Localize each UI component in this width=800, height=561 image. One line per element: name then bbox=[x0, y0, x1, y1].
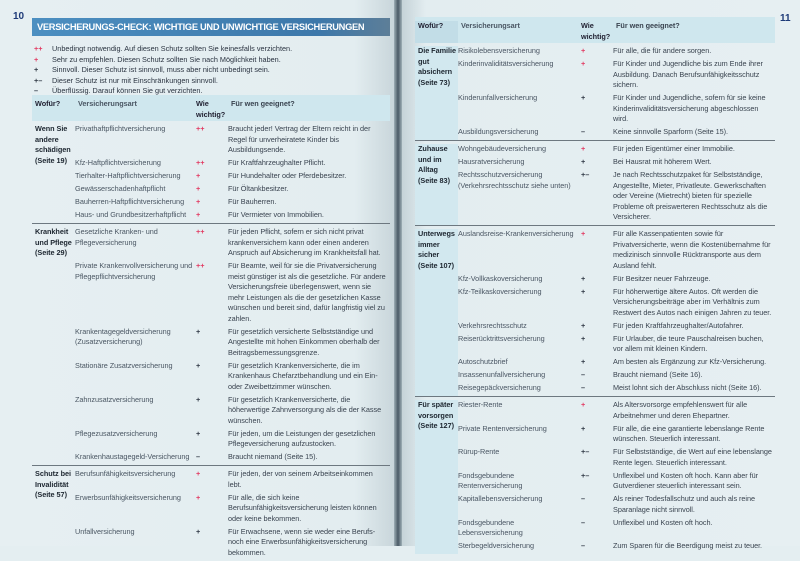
importance-rating: – bbox=[196, 452, 201, 461]
importance-rating: ++ bbox=[196, 227, 205, 236]
table-group bbox=[32, 224, 390, 466]
group-label: Wenn Sie andere schädigen (Seite 19) bbox=[35, 124, 71, 165]
group-rows bbox=[458, 144, 775, 225]
insurance-type: Rechtsschutzversicherung (Verkehrsrechtsschutz siehe unten) bbox=[458, 170, 571, 190]
table-row bbox=[75, 124, 390, 158]
importance-rating: – bbox=[581, 383, 586, 392]
insurance-type: Hausratversicherung bbox=[458, 157, 525, 166]
table-row bbox=[75, 227, 390, 261]
page-title-banner: VERSICHERUNGS-CHECK: WICHTIGE UND UNWICHTIGE VERSICHERUNGEN bbox=[32, 18, 390, 36]
table-row bbox=[458, 383, 775, 396]
table-row bbox=[458, 274, 775, 287]
table-row bbox=[75, 184, 390, 197]
importance-rating: + bbox=[196, 492, 201, 502]
insurance-type: Insassenunfallversicherung bbox=[458, 370, 546, 379]
suitability-text: Für Urlauber, die teure Pauschalreisen buchen, vor allem mit kleinen Kindern. bbox=[613, 333, 764, 353]
suitability-text: Zum Sparen für die Beerdigung meist zu teuer. bbox=[613, 541, 763, 550]
insurance-type: Kinderinvaliditätsversicherung bbox=[458, 59, 554, 68]
table-group bbox=[32, 121, 390, 224]
suitability-text: Als reiner Todesfallschutz und auch als reine Sparanlage nicht sinnvoll. bbox=[613, 494, 756, 514]
suitability-text: Für alle, die für andere sorgen. bbox=[613, 46, 712, 55]
table-row bbox=[75, 197, 390, 210]
table-row bbox=[458, 287, 775, 321]
suitability-text: Für Hundehalter oder Pferdebesitzer. bbox=[228, 171, 347, 180]
importance-rating: + bbox=[581, 400, 586, 409]
table-row bbox=[75, 327, 390, 361]
suitability-text: Für alle, die sich keine Berufsunfähigkeitsversicherung leisten können oder keine bekommen. bbox=[228, 492, 377, 523]
rating-symbol: ++ bbox=[34, 44, 43, 53]
suitability-text: Unflexibel und Kosten oft hoch. Kann aber für Gutverdiener steuerlich interessant sein. bbox=[613, 470, 758, 490]
group-rows bbox=[75, 227, 390, 465]
table-row bbox=[458, 357, 775, 370]
book-gutter bbox=[394, 0, 402, 546]
insurance-type: Kinderunfallversicherung bbox=[458, 93, 538, 102]
insurance-type: Autoschutzbrief bbox=[458, 357, 508, 366]
table-row bbox=[458, 334, 775, 358]
table-row bbox=[458, 494, 775, 518]
importance-rating: + bbox=[196, 428, 201, 438]
suitability-text: Für jeden, um die Leistungen der gesetzlichen Pflegeversicherung aufzustocken. bbox=[228, 428, 376, 448]
importance-rating: – bbox=[581, 541, 586, 550]
importance-rating: + bbox=[581, 157, 586, 166]
importance-rating: + bbox=[581, 93, 586, 102]
table-row bbox=[75, 452, 390, 465]
insurance-type: Berufsunfähigkeitsversicherung bbox=[75, 469, 176, 478]
table-group bbox=[415, 43, 775, 141]
suitability-text: Für Kinder und Jugendliche, sofern für sie keine Kinderinvaliditätsversicherung abgeschlossen wird. bbox=[613, 93, 766, 123]
importance-rating: ++ bbox=[196, 261, 205, 270]
suitability-text: Meist lohnt sich der Abschluss nicht (Seite 16). bbox=[613, 383, 762, 392]
insurance-type: Stationäre Zusatzversicherung bbox=[75, 360, 173, 370]
legend-item bbox=[34, 55, 384, 66]
legend-text: Unbedingt notwendig. Auf diesen Schutz sollten Sie keinesfalls verzichten. bbox=[52, 44, 293, 53]
suitability-text: Für jeden Eigentümer einer Immobilie. bbox=[613, 144, 735, 153]
insurance-type: Krankentagegeldversicherung (Zusatzversicherung) bbox=[75, 326, 171, 346]
insurance-type: Wohngebäudeversicherung bbox=[458, 144, 546, 153]
insurance-type: Private Krankenvollversicherung und Pflegepflichtversicherung bbox=[75, 261, 193, 281]
importance-rating: + bbox=[196, 210, 201, 219]
suitability-text: Für Vermieter von Immobilien. bbox=[228, 210, 324, 219]
rating-symbol: + bbox=[34, 54, 39, 64]
suitability-text: Für Bauherren. bbox=[228, 197, 277, 206]
importance-rating: + bbox=[581, 286, 586, 296]
suitability-text: Am besten als Ergänzung zur Kfz-Versicherung. bbox=[613, 357, 767, 366]
right-page bbox=[402, 0, 800, 550]
suitability-text: Braucht jeder! Vertrag der Eltern reicht in der Regel für unverheiratete Kinder bis Ausbildungsende. bbox=[228, 124, 371, 154]
table-row bbox=[458, 370, 775, 383]
table-row bbox=[458, 46, 775, 59]
suitability-text: Für alle, die eine garantierte lebenslange Rente wünschen. Steuerlich interessant. bbox=[613, 423, 765, 443]
table-header bbox=[32, 95, 390, 121]
suitability-text: Braucht niemand (Seite 15). bbox=[228, 452, 318, 461]
page-number: 10 bbox=[13, 11, 25, 22]
legend-text: Sehr zu empfehlen. Diesen Schutz sollten Sie nach Möglichkeit haben. bbox=[52, 54, 281, 64]
table-row bbox=[75, 429, 390, 453]
suitability-text: Für gesetzlich versicherte Selbstständige und Angestellte mit hohen Einkommen oberhalb der Beitragsbemessungsgrenze. bbox=[228, 326, 380, 357]
table-row bbox=[75, 469, 390, 493]
table-header bbox=[415, 17, 775, 43]
importance-rating: + bbox=[581, 333, 586, 343]
group-label: Für später vorsorgen (Seite 127) bbox=[415, 400, 458, 554]
table-row bbox=[458, 321, 775, 334]
importance-rating: +– bbox=[581, 470, 590, 480]
insurance-type: Fondsgebundene Rentenversicherung bbox=[458, 470, 523, 490]
column-header: Für wen geeignet? bbox=[616, 21, 680, 30]
suitability-text: Für Beamte, weil für sie die Privatversicherung meist günstiger ist als die gesetzliche. Für andere Versicherungsfreie überlegenswert, wenn sie mehr Leistungen als die der gesetzlichen Kasse wünschen und bereit sind, dafür langfristig viel zu zahlen. bbox=[228, 261, 386, 323]
insurance-type: Riester-Rente bbox=[458, 400, 503, 409]
group-rows bbox=[75, 469, 390, 561]
suitability-text: Für höherwertige ältere Autos. Oft werden die Versicherungsbeiträge aber im Verhältnis zum Restwert des Autos nach einigen Jahren zu teuer. bbox=[613, 286, 772, 317]
importance-rating: + bbox=[196, 469, 201, 478]
table-row bbox=[75, 493, 390, 527]
left-page bbox=[0, 0, 394, 557]
importance-rating: + bbox=[196, 360, 201, 370]
importance-rating: + bbox=[196, 526, 201, 536]
suitability-text: Für jeden Pflicht, sofern er sich nicht privat krankenversichern kann oder einen anderen Anspruch auf Absicherung im Krankheitsfall hat. bbox=[228, 227, 381, 257]
rating-symbol: + bbox=[34, 65, 39, 75]
importance-rating: + bbox=[581, 46, 586, 55]
table-row bbox=[75, 210, 390, 223]
importance-rating: + bbox=[196, 326, 201, 336]
suitability-text: Für gesetzlich Krankenversicherte, die im Krankenhaus Chefarztbehandlung und ein Ein- oder Zweibettzimmer wünschen. bbox=[228, 360, 378, 391]
column-header: Wofür? bbox=[35, 99, 61, 108]
suitability-text: Für Öltankbesitzer. bbox=[228, 184, 289, 193]
importance-rating: ++ bbox=[196, 158, 205, 167]
column-header: Wofür? bbox=[415, 21, 458, 43]
table-row bbox=[458, 424, 775, 448]
insurance-type: Privathaftpflichtversicherung bbox=[75, 124, 166, 133]
legend-text: Sinnvoll. Dieser Schutz ist sinnvoll, muss aber nicht unbedingt sein. bbox=[52, 65, 270, 75]
suitability-text: Für Besitzer neuer Fahrzeuge. bbox=[613, 273, 711, 283]
suitability-text: Je nach Rechtsschutzpaket für Selbstständige, Angestellte, Mieter, Privatleute. Gewerkschaften oder Vereine (Mietrecht) bieten für spezielle Probleme oft preiswerteren Rechtsschutz als die Versicherer. bbox=[613, 170, 768, 221]
table-row bbox=[458, 170, 775, 225]
insurance-type: Gewässerschadenhaftpflicht bbox=[75, 184, 166, 193]
suitability-text: Für Kraftfahrzeughalter Pflicht. bbox=[228, 158, 326, 167]
group-rows bbox=[458, 400, 775, 554]
table-row bbox=[458, 144, 775, 157]
suitability-text: Für Erwachsene, wenn sie weder eine Berufs- noch eine Erwerbsunfähigkeitsversicherung bekommen. bbox=[228, 526, 376, 557]
table-row bbox=[75, 171, 390, 184]
suitability-text: Für gesetzlich Krankenversicherte, die höherwertige Zahnversorgung als die der Kasse wünschen. bbox=[228, 394, 382, 425]
group-rows bbox=[75, 124, 390, 223]
table-row bbox=[458, 541, 775, 554]
group-rows bbox=[458, 46, 775, 140]
importance-rating: + bbox=[196, 184, 201, 193]
importance-rating: + bbox=[581, 229, 586, 238]
insurance-type: Zahnzusatzversicherung bbox=[75, 394, 154, 404]
column-header: Für wen geeignet? bbox=[231, 99, 295, 108]
table-row bbox=[75, 395, 390, 429]
insurance-type: Gesetzliche Kranken- und Pflegeversicherung bbox=[75, 227, 158, 247]
importance-rating: + bbox=[581, 357, 586, 366]
insurance-type: Kapitallebensversicherung bbox=[458, 494, 543, 503]
table-row bbox=[75, 261, 390, 327]
insurance-type: Reiserücktrittsversicherung bbox=[458, 333, 545, 343]
group-label: Krankheit und Pflege (Seite 29) bbox=[35, 227, 72, 257]
insurance-type: Bauherren-Haftpflichtversicherung bbox=[75, 197, 185, 206]
group-label: Zuhause und im Alltag (Seite 83) bbox=[415, 144, 458, 225]
importance-rating: ++ bbox=[196, 124, 205, 133]
table-row bbox=[458, 400, 775, 424]
importance-rating: + bbox=[581, 273, 586, 283]
table-row bbox=[458, 59, 775, 93]
table-row bbox=[458, 518, 775, 542]
table-row bbox=[458, 157, 775, 170]
importance-rating: + bbox=[196, 171, 201, 180]
suitability-text: Für Kinder und Jugendliche bis zum Ende ihrer Ausbildung. Danach Berufsunfähigkeitsschutz sichern. bbox=[613, 59, 763, 89]
insurance-type: Private Rentenversicherung bbox=[458, 423, 547, 433]
table-group bbox=[415, 226, 775, 397]
table-group bbox=[415, 141, 775, 226]
legend-text: Überflüssig. Darauf können Sie gut verzichten. bbox=[52, 86, 203, 96]
legend-text: Dieser Schutz ist nur mit Einschränkungen sinnvoll. bbox=[52, 75, 218, 85]
table-row bbox=[458, 447, 775, 471]
column-header: Wie wichtig? bbox=[581, 21, 611, 41]
importance-rating: + bbox=[196, 197, 201, 206]
page-number: 11 bbox=[780, 13, 791, 24]
column-header: Versicherungsart bbox=[78, 99, 137, 108]
importance-rating: + bbox=[581, 320, 586, 330]
rating-legend bbox=[34, 44, 384, 97]
suitability-text: Braucht niemand (Seite 16). bbox=[613, 370, 703, 379]
insurance-type: Auslandsreise-Krankenversicherung bbox=[458, 229, 574, 238]
suitability-text: Unflexibel und Kosten oft hoch. bbox=[613, 517, 713, 527]
table-group bbox=[415, 397, 775, 554]
group-label: Schutz bei Invalidität (Seite 57) bbox=[35, 469, 71, 499]
table-row bbox=[75, 527, 390, 561]
importance-rating: +– bbox=[581, 447, 590, 456]
insurance-type: Unfallversicherung bbox=[75, 526, 135, 536]
insurance-type: Pflegezusatzversicherung bbox=[75, 428, 158, 438]
table-row bbox=[75, 361, 390, 395]
legend-item bbox=[34, 76, 384, 87]
importance-rating: + bbox=[581, 423, 586, 433]
importance-rating: +– bbox=[581, 170, 590, 179]
insurance-type: Risikolebensversicherung bbox=[458, 46, 540, 55]
table-row bbox=[458, 127, 775, 140]
rating-symbol: +– bbox=[34, 75, 43, 85]
suitability-text: Für Selbstständige, die Wert auf eine lebenslange Rente legen. Steuerlich interessant. bbox=[613, 447, 772, 467]
suitability-text: Als Altersvorsorge empfehlenswert für alle Arbeitnehmer und deren Ehepartner. bbox=[613, 400, 748, 420]
importance-rating: + bbox=[581, 59, 586, 68]
insurance-type: Tierhalter-Haftpflichtversicherung bbox=[75, 171, 181, 180]
table-row bbox=[75, 158, 390, 171]
insurance-type: Kfz-Teilkaskoversicherung bbox=[458, 286, 542, 296]
suitability-text: Keine sinnvolle Sparform (Seite 15). bbox=[613, 127, 729, 136]
suitability-text: Für alle Kassenpatienten sowie für Privatversicherte, wenn die Kostenübernahme für medizinisch sinnvolle Rücktransporte aus dem Ausland fehlt. bbox=[613, 229, 771, 270]
insurance-type: Sterbegeldversicherung bbox=[458, 541, 534, 550]
importance-rating: – bbox=[581, 127, 586, 136]
insurance-type: Verkehrsrechtsschutz bbox=[458, 320, 527, 330]
insurance-type: Ausbildungsversicherung bbox=[458, 127, 539, 136]
insurance-type: Reisegepäckversicherung bbox=[458, 383, 541, 392]
insurance-type: Haus- und Grundbesitzerhaftpflicht bbox=[75, 210, 187, 219]
insurance-type: Rürup-Rente bbox=[458, 447, 500, 456]
insurance-table-right bbox=[415, 17, 775, 554]
importance-rating: + bbox=[581, 144, 586, 153]
table-row bbox=[458, 471, 775, 495]
group-label: Unterwegs immer sicher (Seite 107) bbox=[415, 229, 458, 396]
legend-item bbox=[34, 65, 384, 76]
legend-item bbox=[34, 44, 384, 55]
table-row bbox=[458, 229, 775, 274]
importance-rating: + bbox=[196, 394, 201, 404]
table-group bbox=[32, 466, 390, 561]
insurance-type: Erwerbsunfähigkeitsversicherung bbox=[75, 492, 181, 502]
importance-rating: – bbox=[581, 370, 586, 379]
importance-rating: – bbox=[581, 494, 586, 503]
insurance-type: Kfz-Vollkaskoversicherung bbox=[458, 273, 543, 283]
group-label: Die Familie gut absichern (Seite 73) bbox=[415, 46, 458, 140]
rating-symbol: – bbox=[34, 86, 39, 96]
suitability-text: Bei Hausrat mit höherem Wert. bbox=[613, 157, 712, 166]
importance-rating: – bbox=[581, 517, 586, 527]
column-header: Versicherungsart bbox=[461, 21, 520, 30]
insurance-type: Fondsgebundene Lebensversicherung bbox=[458, 517, 523, 537]
insurance-type: Krankenhaustagegeld-Versicherung bbox=[75, 452, 190, 461]
suitability-text: Für jeden Kraftfahrzeughalter/Autofahrer. bbox=[613, 320, 744, 330]
table-row bbox=[458, 93, 775, 127]
insurance-type: Kfz-Haftpflichtversicherung bbox=[75, 158, 161, 167]
group-rows bbox=[458, 229, 775, 396]
column-header: Wie wichtig? bbox=[196, 99, 226, 119]
insurance-table-left bbox=[32, 95, 390, 561]
suitability-text: Für jeden, der von seinem Arbeitseinkommen lebt. bbox=[228, 469, 373, 489]
